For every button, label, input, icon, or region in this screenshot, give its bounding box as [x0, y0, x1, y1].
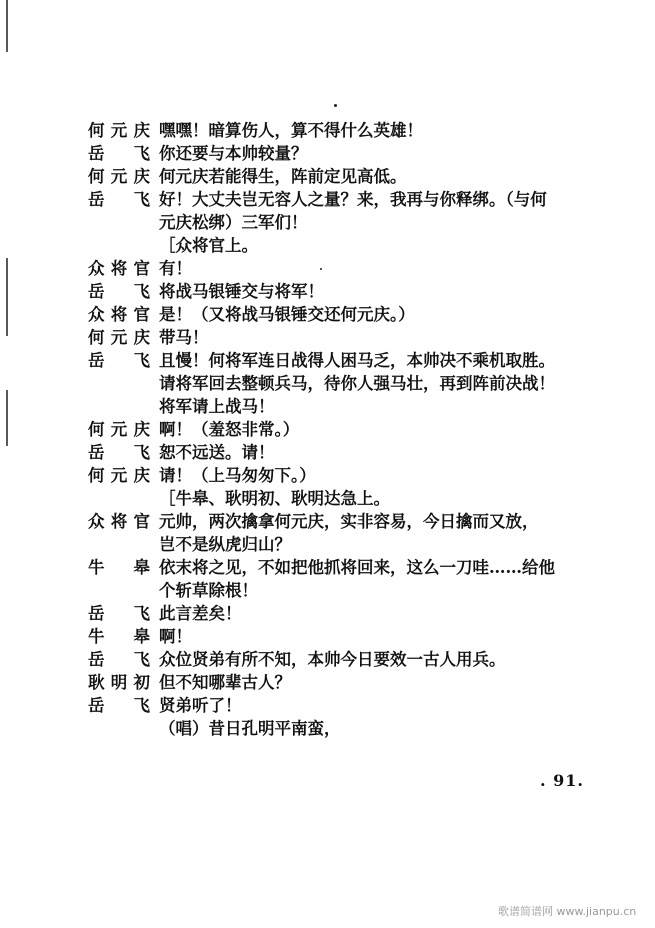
- script-line: [88, 234, 598, 257]
- dialogue-text: 众位贤弟有所不知，本帅今日要效一古人用兵。: [159, 650, 506, 669]
- speaker-name: 何元庆: [88, 466, 150, 485]
- script-line: [88, 303, 598, 326]
- script-line: [88, 579, 598, 602]
- dialogue-text: 恕不远送。请！: [159, 443, 275, 462]
- speaker-name: 岳 飞: [88, 696, 150, 715]
- dialogue-text: 你还要与本帅较量？: [159, 144, 308, 163]
- speaker-name: 何元庆: [88, 167, 150, 186]
- speaker-name: 耿明初: [88, 673, 150, 692]
- script-line: [88, 188, 598, 211]
- dialogue-text: 但不知哪辈古人？: [159, 673, 291, 692]
- dialogue-text: 是！（又将战马银锤交还何元庆。）: [159, 305, 415, 324]
- dialogue-text: 元庆松绑）三军们！: [159, 213, 308, 232]
- dialogue-text: 何元庆若能得生，阵前定见高低。: [159, 167, 407, 186]
- script-line: [88, 326, 598, 349]
- speaker-name: 岳 飞: [88, 282, 150, 301]
- script-line: [88, 142, 598, 165]
- speaker-name: 岳 飞: [88, 650, 150, 669]
- speaker-name: 牛 皋: [88, 558, 150, 577]
- dialogue-text: 请将军回去整顿兵马，待你人强马壮，再到阵前决战！: [159, 374, 555, 393]
- speaker-name: 岳 飞: [88, 604, 150, 623]
- script-line: [88, 648, 598, 671]
- script-line: [88, 257, 598, 280]
- dialogue-text: ［众将官上。: [159, 236, 258, 255]
- dialogue-text: 元帅，两次擒拿何元庆，实非容易，今日擒而又放，: [159, 512, 539, 531]
- page-number: . 91.: [540, 771, 584, 790]
- dialogue-text: 带马！: [159, 328, 209, 347]
- script-line: [88, 464, 598, 487]
- speaker-name: 岳 飞: [88, 190, 150, 209]
- script-line: [88, 717, 598, 740]
- dialogue-text: 贤弟听了！: [159, 696, 242, 715]
- speaker-name: 何元庆: [88, 420, 150, 439]
- script-line: [88, 556, 598, 579]
- dialogue-text: （唱）昔日孔明平南蛮，: [159, 719, 341, 738]
- dialogue-text: 有！: [159, 259, 192, 278]
- scan-edge-mark: [6, 0, 8, 52]
- script-line: [88, 165, 598, 188]
- speaker-name: 众将官: [88, 512, 150, 531]
- script-line: [88, 395, 598, 418]
- script-line: [88, 280, 598, 303]
- speaker-name: 岳 飞: [88, 443, 150, 462]
- dialogue-text: 啊！（羞怒非常。）: [159, 420, 300, 439]
- speaker-name: 牛 皋: [88, 627, 150, 646]
- script-line: [88, 119, 598, 142]
- watermark: 歌谱简谱网 www.jianpu.cn: [498, 905, 637, 918]
- dialogue-text: 好！大丈夫岂无容人之量？来，我再与你释绑。（与何: [159, 190, 547, 209]
- script-line: [88, 694, 598, 717]
- dialogue-text: 此言差矣！: [159, 604, 242, 623]
- scan-edge-mark: [6, 390, 8, 446]
- dialogue-text: ［牛皋、耿明初、耿明达急上。: [159, 489, 390, 508]
- speaker-name: 何元庆: [88, 121, 150, 140]
- speaker-name: 何元庆: [88, 328, 150, 347]
- dialogue-text: 请！（上马匆匆下。）: [159, 466, 316, 485]
- script-line: [88, 602, 598, 625]
- dialogue-text: 将战马银锤交与将军！: [159, 282, 324, 301]
- dialogue-text: 将军请上战马！: [159, 397, 275, 416]
- scan-speck: [334, 104, 337, 107]
- speaker-name: 众将官: [88, 305, 150, 324]
- speaker-name: 岳 飞: [88, 144, 150, 163]
- script-line: [88, 487, 598, 510]
- dialogue-text: 啊！: [159, 627, 192, 646]
- script-line: [88, 533, 598, 556]
- script-line: [88, 418, 598, 441]
- speaker-name: 岳 飞: [88, 351, 150, 370]
- dialogue-text: 且慢！何将军连日战得人困马乏，本帅决不乘机取胜。: [159, 351, 555, 370]
- script-line: [88, 349, 598, 372]
- script-line: [88, 372, 598, 395]
- script-line: [88, 211, 598, 234]
- script-line: [88, 671, 598, 694]
- dialogue-text: 岂不是纵虎归山？: [159, 535, 291, 554]
- dialogue-text: 个斩草除根！: [159, 581, 258, 600]
- script-line: [88, 441, 598, 464]
- script-line: [88, 625, 598, 648]
- speaker-name: 众将官: [88, 259, 150, 278]
- script-body: [88, 119, 598, 740]
- scan-edge-mark: [6, 258, 8, 336]
- dialogue-text: 依末将之见，不如把他抓将回来，这么一刀哇……给他: [159, 558, 555, 577]
- dialogue-text: 嘿嘿！暗算伤人，算不得什么英雄！: [159, 121, 423, 140]
- script-line: [88, 510, 598, 533]
